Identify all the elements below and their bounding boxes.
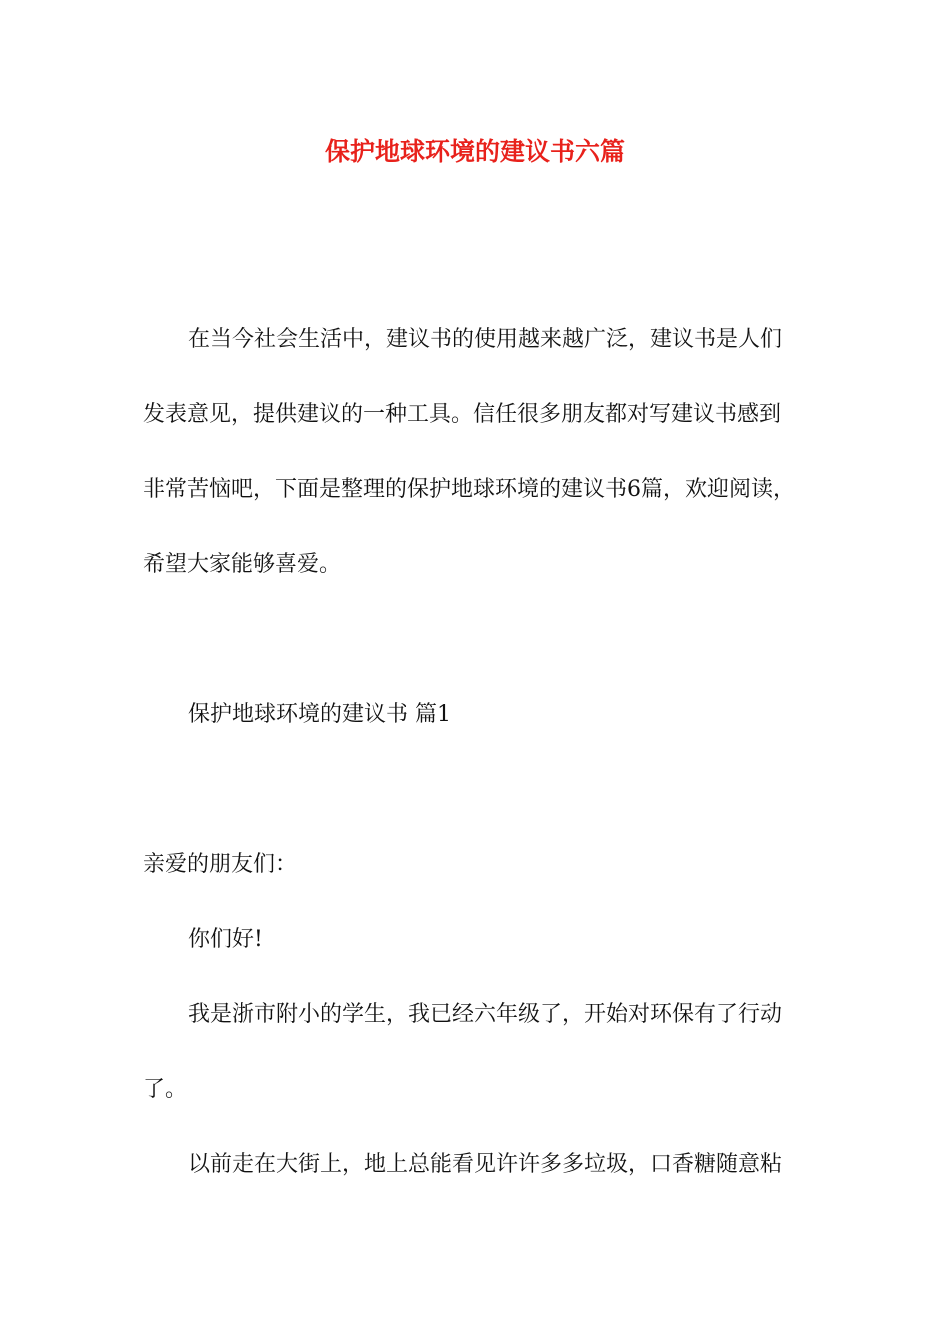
paragraph-1-line-1: 我是浙市附小的学生，我已经六年级了，开始对环保有了行动: [188, 1002, 783, 1027]
greeting: 你们好!: [188, 927, 263, 952]
document-title: 保护地球环境的建议书六篇: [324, 137, 625, 166]
intro-line-1: 在当今社会生活中，建议书的使用越来越广泛，建议书是人们: [188, 327, 783, 352]
salutation: 亲爱的朋友们：: [143, 852, 298, 877]
section-heading: 保护地球环境的建议书 篇1: [188, 702, 451, 727]
paragraph-2-line-1: 以前走在大街上，地上总能看见许许多多垃圾，口香糖随意粘: [188, 1152, 783, 1177]
intro-line-3: 非常苦恼吧，下面是整理的保护地球环境的建议书6篇，欢迎阅读，: [143, 477, 795, 502]
intro-line-4: 希望大家能够喜爱。: [143, 552, 342, 577]
paragraph-1-line-2: 了。: [143, 1077, 188, 1102]
intro-line-2: 发表意见，提供建议的一种工具。信任很多朋友都对写建议书感到: [143, 402, 782, 427]
